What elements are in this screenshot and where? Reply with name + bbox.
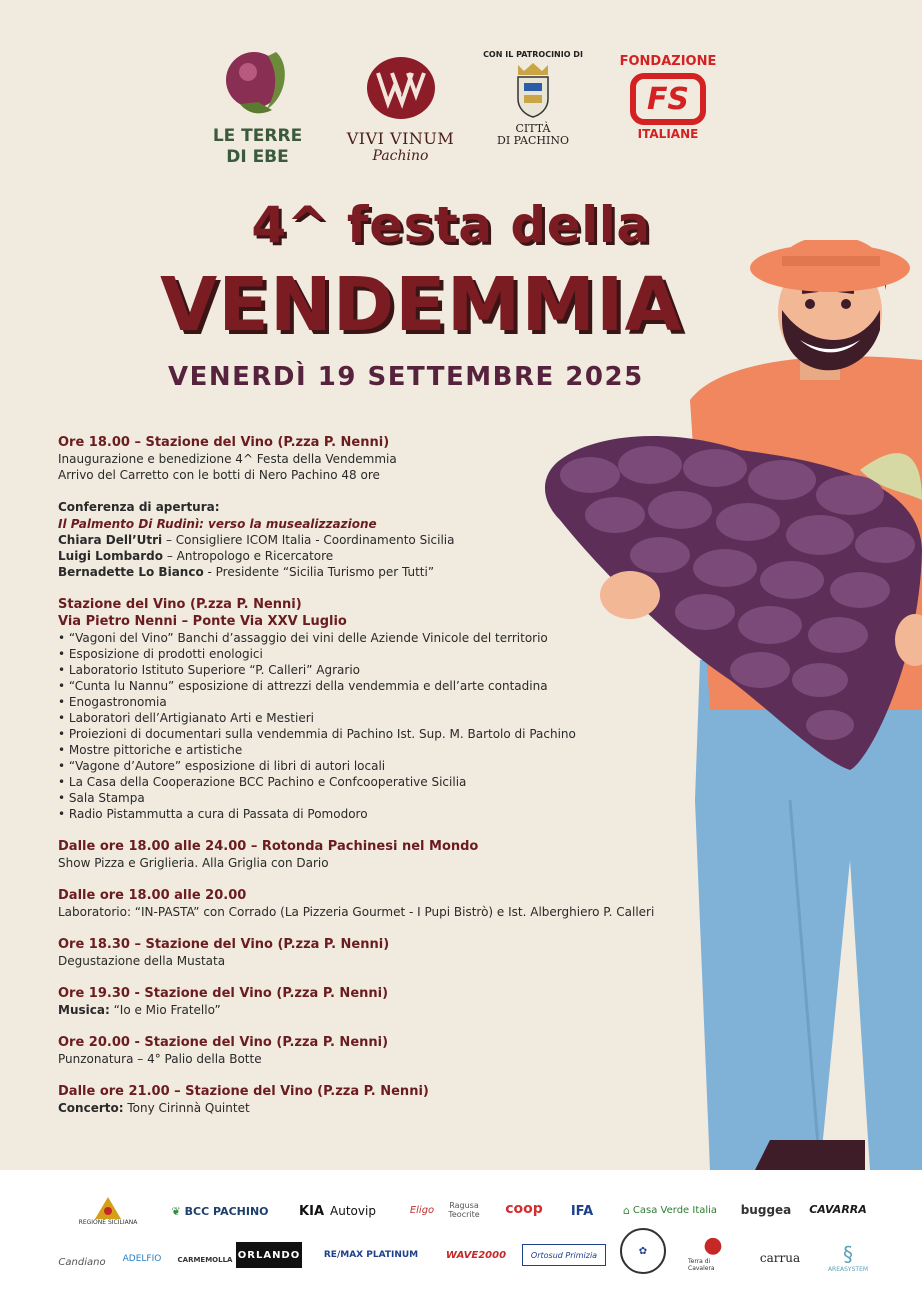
speaker-role: - Presidente “Sicilia Turismo per Tutti”	[203, 565, 435, 579]
sponsor-name: coop	[505, 1201, 543, 1217]
sponsor-logo	[316, 1244, 426, 1266]
program-heading: Stazione del Vino (P.zza P. Nenni)	[58, 597, 302, 612]
city-name: DI PACHINO	[497, 134, 569, 147]
list-item: • Laboratori dell’Artigianato Arti e Mestieri	[58, 710, 718, 726]
sponsor-logo	[522, 1244, 606, 1266]
sponsor-logo	[436, 1244, 516, 1266]
program-line: Inaugurazione e benedizione 4^ Festa della Vendemmia	[58, 452, 397, 466]
speaker-role: – Antropologo e Ricercatore	[163, 549, 334, 563]
program-heading: Via Pietro Nenni – Ponte Via XXV Luglio	[58, 614, 347, 629]
sponsor-logo	[562, 1196, 602, 1226]
sponsor-name: ORLANDO	[237, 1249, 301, 1261]
sponsor-logo	[58, 1182, 158, 1240]
s-icon: §	[843, 1241, 853, 1266]
program-heading: Dalle ore 18.00 alle 24.00 – Rotonda Pachinesi nel Mondo	[58, 839, 479, 854]
sponsor-logo	[114, 1240, 170, 1278]
sponsor-name: RE/MAX PLATINUM	[323, 1250, 419, 1260]
sponsor-name: WAVE2000	[445, 1249, 507, 1261]
leaf-icon: ❦	[171, 1204, 181, 1218]
patrocinio-label: CON IL PATROCINIO DI	[483, 50, 583, 59]
sponsor-name: Terra di Cavalera	[688, 1257, 715, 1272]
fs-mark-text: FS	[646, 81, 690, 117]
program-block	[58, 1034, 718, 1067]
city-name: CITTÀ	[515, 122, 551, 135]
sponsor-name: ADELFIO	[122, 1254, 162, 1264]
sponsor-name: Candiano	[58, 1256, 106, 1268]
list-item: • Enogastronomia	[58, 694, 718, 710]
list-item: • Proiezioni di documentari sulla vendemmia di Pachino Ist. Sup. M. Bartolo di Pachino	[58, 726, 718, 742]
sponsor-name: Casa Verde Italia	[632, 1204, 718, 1216]
list-item: • La Casa della Cooperazione BCC Pachino e Confcooperative Sicilia	[58, 774, 718, 790]
program-block	[58, 985, 718, 1018]
speaker-line	[58, 532, 718, 548]
sponsor-logo	[808, 1196, 868, 1222]
list-item: • Mostre pittoriche e artistiche	[58, 742, 718, 758]
sponsor-name: buggea	[740, 1203, 792, 1217]
list-item: • Radio Pistammutta a cura di Passata di Pomodoro	[58, 806, 718, 822]
sponsor-logo	[818, 1234, 878, 1280]
program-block	[58, 887, 718, 920]
event-title-line1: 4^ festa della	[251, 196, 651, 254]
fondazione-fs-logo	[612, 54, 724, 141]
program-text: Tony Cirinnà Quintet	[123, 1101, 250, 1115]
program-block	[58, 434, 718, 483]
sponsor-logo	[236, 1242, 302, 1268]
list-item: • “Vagone d’Autore” esposizione di libri di autori locali	[58, 758, 718, 774]
sponsor-logo	[165, 1200, 275, 1222]
sponsor-name: Ortosud Primizia	[530, 1250, 598, 1260]
trinacria-icon	[95, 1197, 121, 1219]
program-block	[58, 838, 718, 871]
list-item: • “Vagoni del Vino” Banchi d’assaggio dei vini delle Aziende Vinicole del territorio	[58, 630, 718, 646]
program-line	[58, 1002, 718, 1018]
sponsor-logo	[52, 1244, 112, 1280]
sponsor-logo	[620, 1228, 666, 1274]
program-heading: Ore 20.00 - Stazione del Vino (P.zza P. Nenni)	[58, 1035, 389, 1050]
program-block	[58, 936, 718, 969]
sponsor-logo	[176, 1242, 234, 1278]
sponsor-name: Autovip	[330, 1204, 376, 1218]
sponsor-name: REGIONE SICILIANA	[78, 1218, 138, 1226]
activities-list	[58, 630, 718, 822]
fs-top-text: FONDAZIONE	[619, 54, 717, 69]
logo-text: LE TERRE	[212, 126, 303, 146]
logo-text: DI EBE	[226, 147, 289, 167]
program-block	[58, 499, 718, 580]
program-heading: Ore 19.30 - Stazione del Vino (P.zza P. Nenni)	[58, 986, 389, 1001]
sponsor-name: Ragusa Teocrite	[448, 1201, 480, 1219]
program-label: Musica:	[58, 1003, 110, 1017]
sponsor-logo	[496, 1192, 552, 1226]
sponsors-strip	[0, 1170, 922, 1300]
program-heading: Ore 18.00 – Stazione del Vino (P.zza P. Nenni)	[58, 435, 390, 450]
program-label: Concerto:	[58, 1101, 124, 1115]
logo-text: VIVI VINUM	[346, 129, 455, 148]
event-title-line2: VENDEMMIA	[160, 262, 683, 348]
list-item: • “Cunta lu Nannu” esposizione di attrezzi della vendemmia e dell’arte contadina	[58, 678, 718, 694]
fs-mark-icon	[630, 73, 706, 125]
program-heading: Dalle ore 21.00 – Stazione del Vino (P.zza P. Nenni)	[58, 1084, 429, 1099]
program-block	[58, 1083, 718, 1116]
citta-di-pachino-logo	[478, 50, 588, 147]
sponsor-name: Eligo	[409, 1204, 435, 1216]
event-date: VENERDÌ 19 SETTEMBRE 2025	[168, 362, 644, 392]
vivi-vinum-logo	[338, 55, 463, 164]
program-line: Show Pizza e Griglieria. Alla Griglia con Dario	[58, 856, 329, 870]
program-line: Arrivo del Carretto con le botti di Nero Pachino 48 ore	[58, 468, 380, 482]
program-line: Degustazione della Mustata	[58, 954, 226, 968]
sponsor-logo	[614, 1198, 726, 1222]
program-line	[58, 1100, 718, 1116]
sponsor-name: AREASYSTEM	[827, 1265, 869, 1273]
coat-of-arms-icon	[510, 59, 556, 119]
le-terre-di-ebe-logo	[200, 44, 315, 166]
sponsor-name: CAVARRA	[809, 1202, 867, 1216]
speaker-name: Luigi Lombardo	[58, 549, 164, 563]
grape-globe-icon	[218, 44, 298, 120]
program-text: “Io e Mio Fratello”	[109, 1003, 221, 1017]
speaker-line	[58, 564, 718, 580]
list-item: • Esposizione di prodotti enologici	[58, 646, 718, 662]
program-heading: Ore 18.30 – Stazione del Vino (P.zza P. Nenni)	[58, 937, 390, 952]
emblem-icon: ✿	[638, 1245, 648, 1257]
list-item: • Laboratorio Istituto Superiore “P. Calleri” Agrario	[58, 662, 718, 678]
list-item: • Sala Stampa	[58, 790, 718, 806]
logo-subtext: Pachino	[372, 148, 429, 164]
sponsor-name: IFA	[570, 1203, 594, 1219]
program-block	[58, 596, 718, 822]
sponsor-logo	[732, 1198, 800, 1222]
speaker-line	[58, 548, 718, 564]
sponsor-name: CARMEMOLLA	[177, 1256, 233, 1264]
kia-icon: KIA	[299, 1203, 325, 1219]
program-line: Punzonatura – 4° Palio della Botte	[58, 1052, 262, 1066]
speaker-name: Chiara Dell’Utri	[58, 533, 163, 547]
sponsor-logo	[688, 1224, 738, 1280]
sponsor-logo	[750, 1238, 810, 1278]
program-heading: Dalle ore 18.00 alle 20.00	[58, 888, 247, 903]
conference-subtitle: Il Palmento Di Rudinì: verso la musealizzazione	[58, 517, 377, 531]
sponsor-logo	[443, 1190, 485, 1230]
sponsor-name: BCC PACHINO	[184, 1204, 269, 1218]
fs-bottom-text: ITALIANE	[637, 127, 699, 141]
speaker-name: Bernadette Lo Bianco	[58, 565, 204, 579]
house-icon: ⌂	[622, 1203, 630, 1217]
vv-badge-icon	[364, 55, 438, 121]
program-heading: Conferenza di apertura:	[58, 500, 220, 514]
program	[58, 434, 718, 1132]
sponsor-logo	[285, 1200, 390, 1222]
program-line: Laboratorio: “IN-PASTA” con Corrado (La Pizzeria Gourmet - I Pupi Bistrò) e Ist. Alberghiero P. Calleri	[58, 905, 655, 919]
sponsor-logo	[404, 1186, 440, 1234]
cherry-icon: ●	[703, 1232, 723, 1258]
sponsor-name: carrua	[759, 1251, 801, 1265]
speaker-role: – Consigliere ICOM Italia - Coordinamento Sicilia	[162, 533, 455, 547]
